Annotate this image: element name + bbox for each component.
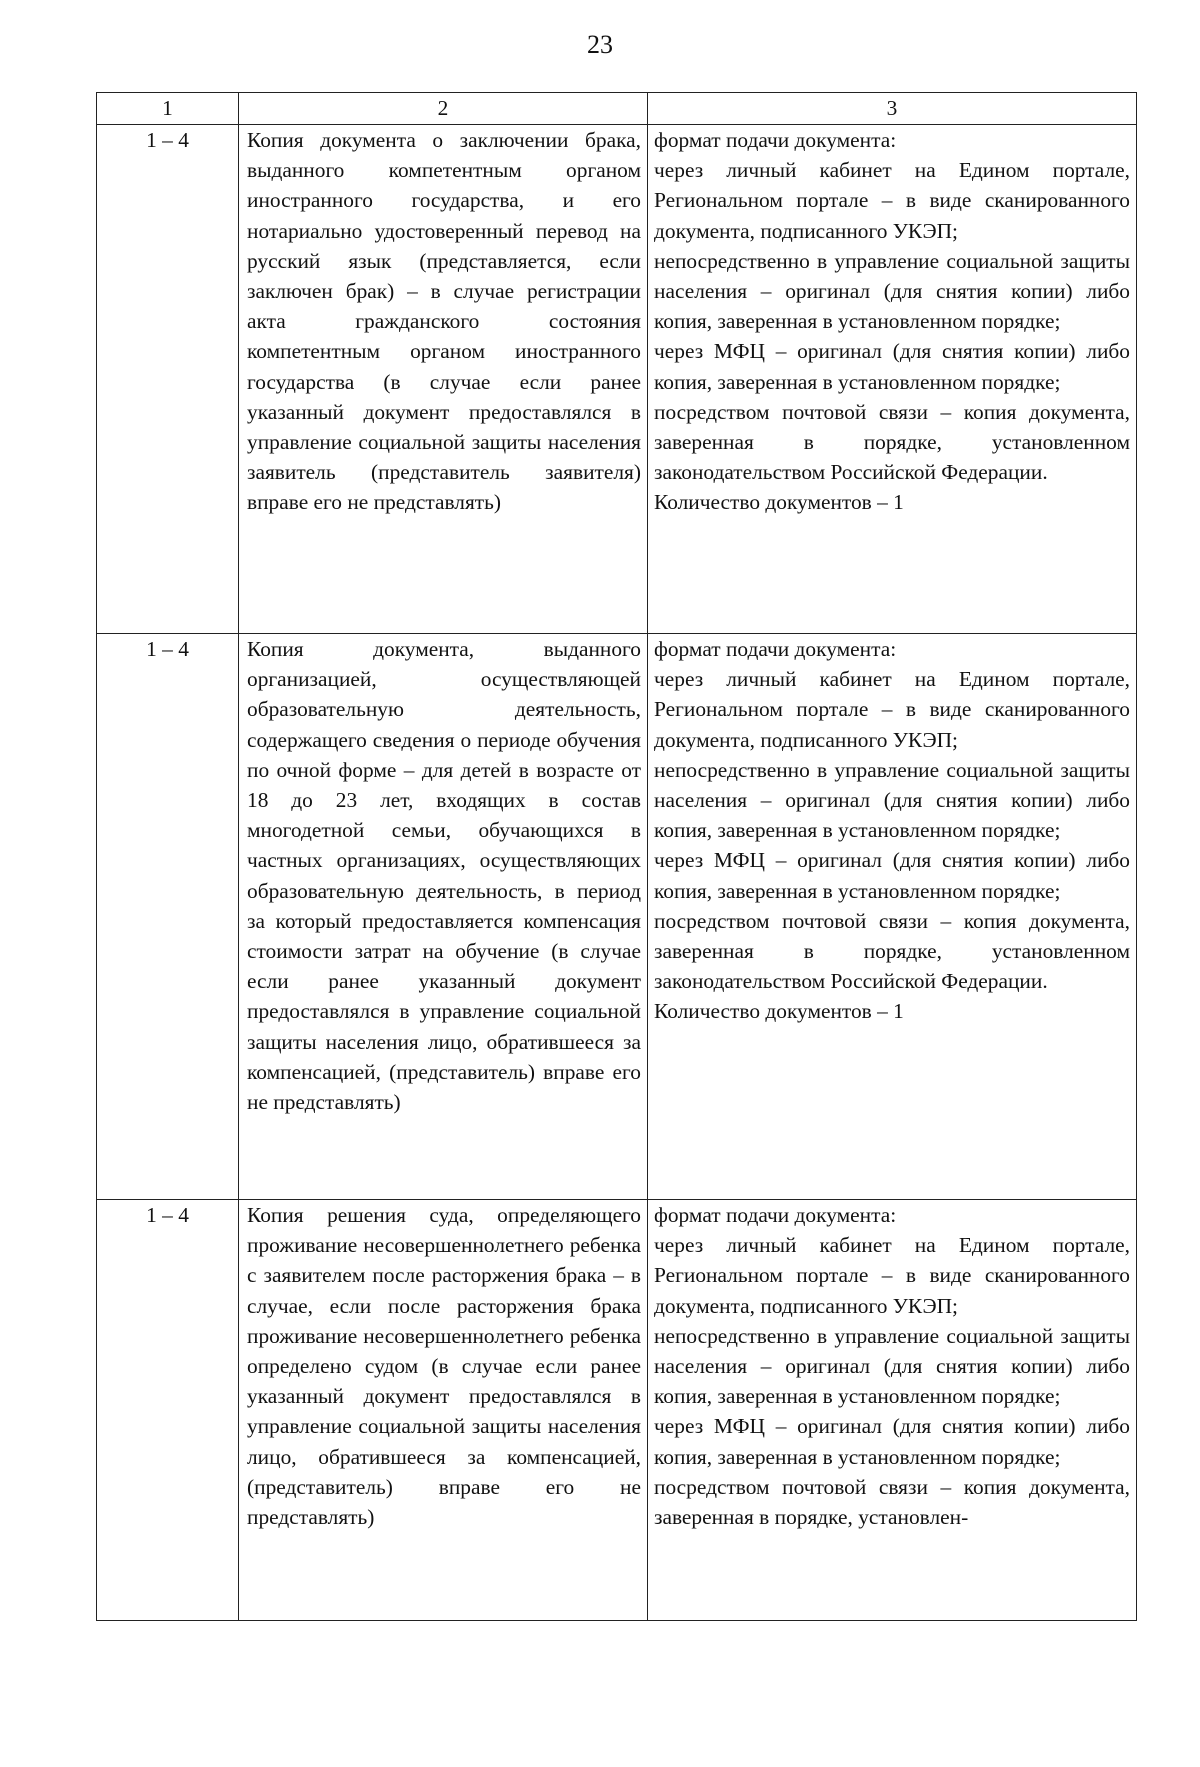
submission-format: [648, 1200, 1137, 1621]
format-line: посредством почтовой связи – копия документа, заверенная в порядке, установленном законодательством Российской Федерации.: [654, 908, 1130, 994]
format-line: формат подачи документа:: [654, 1203, 897, 1227]
format-line: Количество документов – 1: [654, 999, 904, 1024]
row-number: 1 – 4: [97, 1200, 239, 1621]
table-row: [97, 634, 1137, 1200]
format-line: через МФЦ – оригинал (для снятия копии) либо копия, заверенная в установленном порядке;: [654, 1414, 1130, 1469]
format-line: через личный кабинет на Едином портале, Региональном портале – в виде сканированного документа, подписанного УКЭП;: [654, 1233, 1130, 1318]
row-number: 1 – 4: [97, 125, 239, 634]
format-line: через личный кабинет на Едином портале, Региональном портале – в виде сканированного документа, подписанного УКЭП;: [654, 667, 1130, 752]
format-line: непосредственно в управление социальной защиты населения – оригинал (для снятия копии) либо копия, заверенная в установленном порядке;: [654, 1323, 1130, 1409]
document-description: Копия решения суда, определяющего проживание несовершеннолетнего ребенка с заявителем после расторжения брака – в случае, если после расторжения брака проживание несовершеннолетнего ребенка определено судом (в случае если ранее указанный документ предоставлялся в управление социальной защиты населения лицо, обратившееся за компенсацией, (представитель) вправе его не представлять): [239, 1200, 648, 1621]
submission-format: [648, 125, 1137, 634]
format-line: через МФЦ – оригинал (для снятия копии) либо копия, заверенная в установленном порядке;: [654, 339, 1130, 394]
format-line: через личный кабинет на Едином портале, Региональном портале – в виде сканированного документа, подписанного УКЭП;: [654, 158, 1130, 243]
format-line: посредством почтовой связи – копия документа, заверенная в порядке, установлен-: [654, 1474, 1130, 1530]
documents-table: [96, 92, 1137, 1621]
format-line: Количество документов – 1: [654, 490, 904, 515]
format-line: посредством почтовой связи – копия документа, заверенная в порядке, установленном законодательством Российской Федерации.: [654, 399, 1130, 485]
format-line: непосредственно в управление социальной защиты населения – оригинал (для снятия копии) либо копия, заверенная в установленном порядке;: [654, 757, 1130, 843]
format-line: через МФЦ – оригинал (для снятия копии) либо копия, заверенная в установленном порядке;: [654, 848, 1130, 903]
column-header-3: 3: [648, 93, 1137, 125]
table-row: [97, 125, 1137, 634]
submission-format: [648, 634, 1137, 1200]
table-header-row: [97, 93, 1137, 125]
document-description: Копия документа о заключении брака, выданного компетентным органом иностранного государства, и его нотариально удостоверенный перевод на русский язык (представляется, если заключен брак) – в случае регистрации акта гражданского состояния компетентным органом иностранного государства (в случае если ранее указанный документ предоставлялся в управление социальной защиты населения заявитель (представитель заявителя) вправе его не представлять): [239, 125, 648, 634]
row-number: 1 – 4: [97, 634, 239, 1200]
format-line: формат подачи документа:: [654, 128, 897, 152]
document-description: Копия документа, выданного организацией, осуществляющей образовательную деятельность, содержащего сведения о периоде обучения по очной форме – для детей в возрасте от 18 до 23 лет, входящих в состав многодетной семьи, обучающихся в частных организациях, осуществляющих образовательную деятельность, в период за который предоставляется компенсация стоимости затрат на обучение (в случае если ранее указанный документ предоставлялся в управление социальной защиты населения лицо, обратившееся за компенсацией, (представитель) вправе его не представлять): [239, 634, 648, 1200]
table-row: [97, 1200, 1137, 1621]
format-line: формат подачи документа:: [654, 637, 897, 661]
page-number: 23: [587, 30, 613, 59]
format-line: непосредственно в управление социальной защиты населения – оригинал (для снятия копии) либо копия, заверенная в установленном порядке;: [654, 248, 1130, 334]
column-header-1: 1: [97, 93, 239, 125]
column-header-2: 2: [239, 93, 648, 125]
